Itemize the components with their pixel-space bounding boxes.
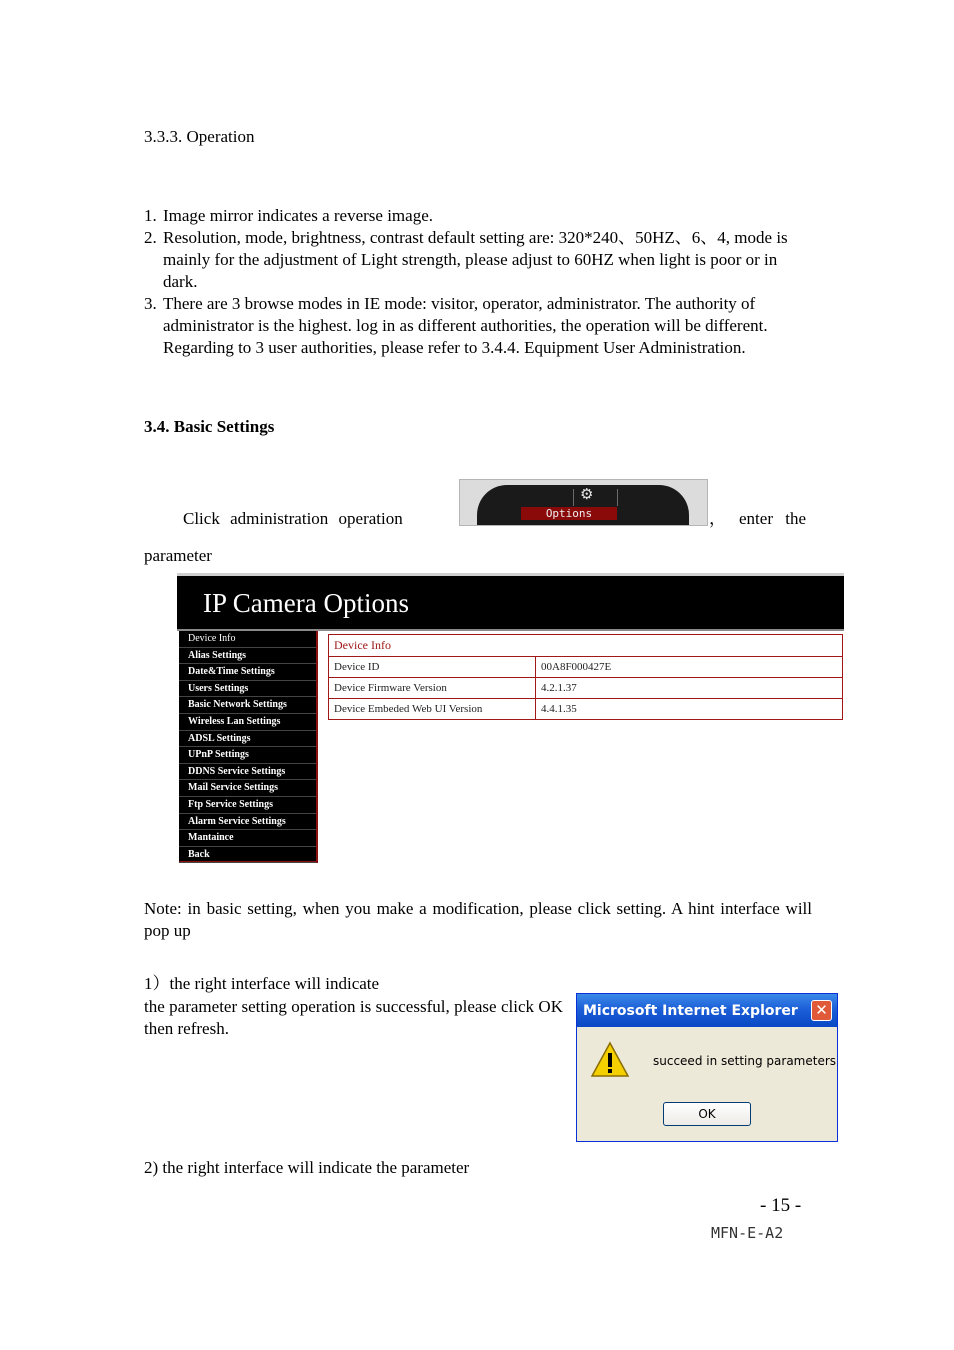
dialog-titlebar bbox=[577, 994, 837, 1027]
menu-item-alias-settings[interactable]: Alias Settings bbox=[179, 648, 316, 665]
menu-item-wireless-lan-settings[interactable]: Wireless Lan Settings bbox=[179, 714, 316, 731]
menu-item-mantaince[interactable]: Mantaince bbox=[179, 830, 316, 847]
close-icon[interactable]: ✕ bbox=[811, 1000, 832, 1021]
menu-item-datetime-settings[interactable]: Date&Time Settings bbox=[179, 664, 316, 681]
ie-dialog bbox=[576, 993, 838, 1142]
dialog-message: succeed in setting parameters bbox=[653, 1054, 837, 1068]
gear-icon: ⚙ bbox=[580, 485, 594, 503]
menu-item-back[interactable]: Back bbox=[179, 847, 316, 864]
note-paragraph: Note: in basic setting, when you make a modification, please click setting. A hint interface will pop up bbox=[144, 899, 812, 940]
options-label: Options bbox=[545, 507, 593, 520]
menu-item-alarm-settings[interactable]: Alarm Service Settings bbox=[179, 814, 316, 831]
item-1-heading: 1）the right interface will indicate bbox=[144, 974, 380, 993]
ok-button[interactable]: OK bbox=[663, 1102, 751, 1126]
menu-item-users-settings[interactable]: Users Settings bbox=[179, 681, 316, 698]
warning-icon bbox=[591, 1041, 629, 1079]
parameter-word: parameter bbox=[144, 546, 212, 565]
ipcam-menu bbox=[179, 631, 318, 863]
document-code: MFN-E-A2 bbox=[711, 1224, 784, 1242]
operation-list bbox=[144, 205, 812, 359]
dialog-title: Microsoft Internet Explorer bbox=[583, 1003, 798, 1019]
device-info-panel bbox=[328, 634, 843, 720]
item-1-body: the parameter setting operation is successful, please click OK then refresh. bbox=[144, 997, 563, 1038]
menu-item-ddns-settings[interactable]: DDNS Service Settings bbox=[179, 764, 316, 781]
section-heading: 3.4. Basic Settings bbox=[144, 417, 275, 436]
section-title: 3.3.3. Operation bbox=[144, 127, 255, 146]
list-item: 1. Image mirror indicates a reverse image. bbox=[144, 206, 433, 225]
ipcam-title: IP Camera Options bbox=[203, 588, 409, 618]
item-2-text: 2) the right interface will indicate the parameter bbox=[144, 1158, 470, 1177]
panel-title: Device Info bbox=[329, 635, 842, 657]
list-item: 2. Resolution, mode, brightness, contrast default setting are: 320*240、50HZ、6、4, mode is mainly for the adjustment of Light strength, please adjust to 60HZ when light is poor or in dark. bbox=[144, 228, 788, 291]
menu-item-basic-network-settings[interactable]: Basic Network Settings bbox=[179, 697, 316, 714]
menu-item-mail-settings[interactable]: Mail Service Settings bbox=[179, 780, 316, 797]
page-number: - 15 - bbox=[760, 1195, 802, 1216]
ip-camera-options-screenshot bbox=[177, 573, 844, 864]
menu-item-device-info[interactable]: Device Info bbox=[179, 631, 316, 648]
table-row: Device Embeded Web UI Version 4.4.1.35 bbox=[329, 699, 842, 719]
list-item: 3. There are 3 browse modes in IE mode: visitor, operator, administrator. The authority of administrator is the highest. log in as different authorities, the operation will be different. Regarding to 3 user authorities, please refer to 3.4.4. Equipment User Administration. bbox=[144, 294, 768, 357]
options-button-image bbox=[459, 479, 708, 526]
table-row: Device ID 00A8F000427E bbox=[329, 657, 842, 678]
menu-item-upnp-settings[interactable]: UPnP Settings bbox=[179, 747, 316, 764]
table-row: Device Firmware Version 4.2.1.37 bbox=[329, 678, 842, 699]
menu-item-ftp-settings[interactable]: Ftp Service Settings bbox=[179, 797, 316, 814]
menu-item-adsl-settings[interactable]: ADSL Settings bbox=[179, 731, 316, 748]
